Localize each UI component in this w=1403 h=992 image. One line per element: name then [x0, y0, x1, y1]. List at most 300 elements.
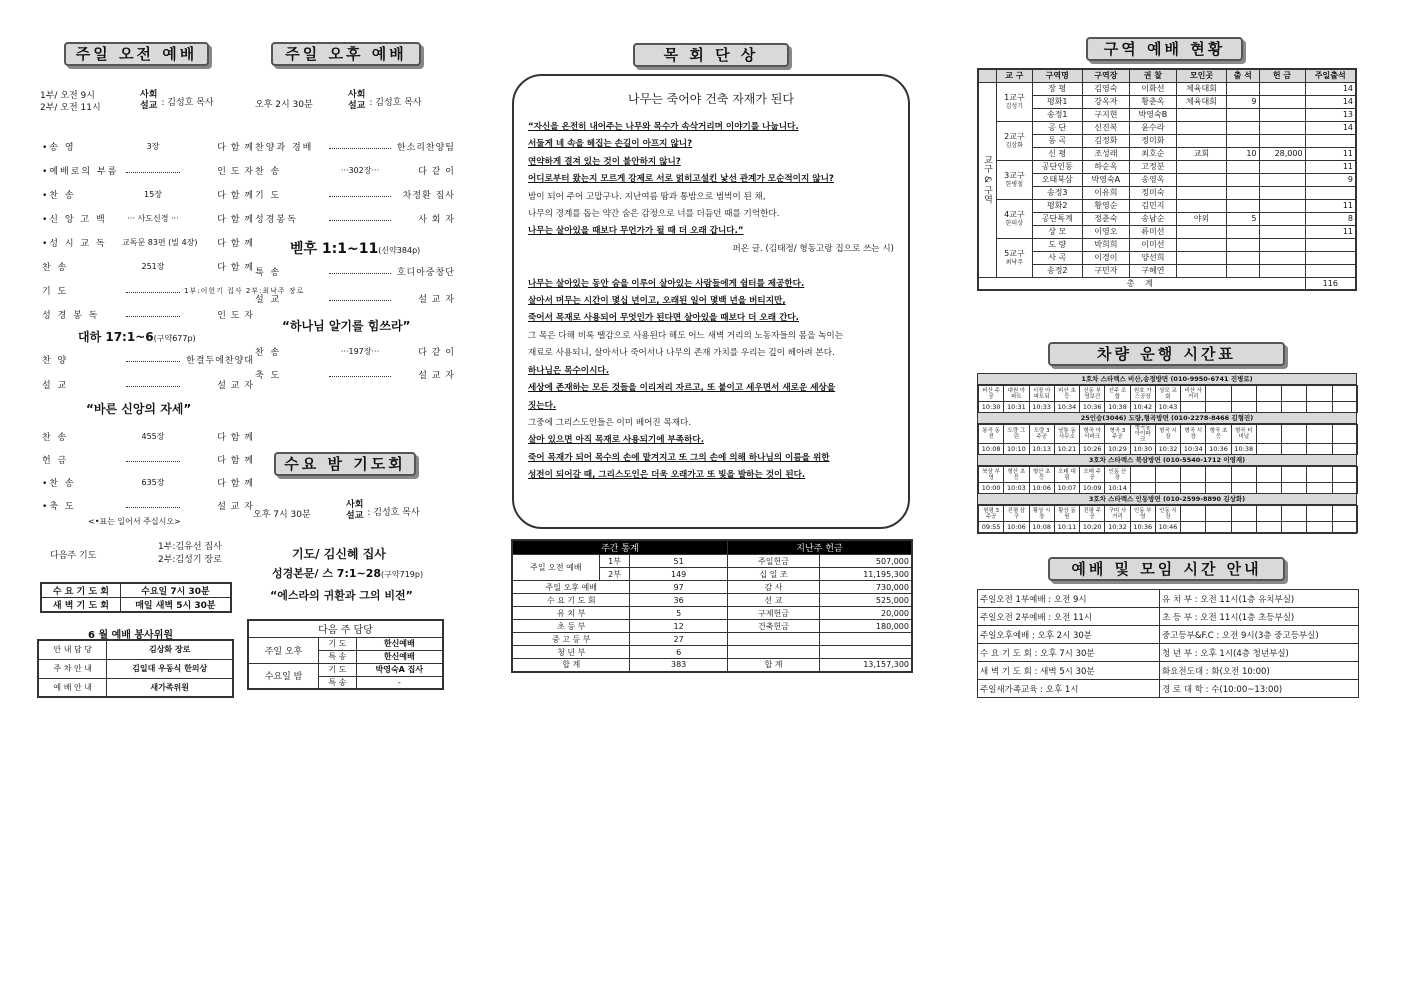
- cell-value: 도 량: [1032, 238, 1082, 251]
- cell-row: [978, 238, 1356, 251]
- order-item: [42, 260, 254, 273]
- total-label: 총 계: [978, 277, 1305, 290]
- order-label: 헌 금: [42, 456, 69, 466]
- cell-value: [1305, 134, 1356, 147]
- bus-stop: [1256, 506, 1281, 522]
- column-line: 재료로 사용되니, 살아서나 죽어서나 나무의 존재 가치를 우리는 깊이 헤아려 본다.: [528, 348, 835, 359]
- cell-value: 체육대회: [1176, 82, 1226, 95]
- cell-value: 신진복: [1082, 121, 1129, 134]
- wednesday-scripture-page: (구약719p): [381, 570, 424, 579]
- order-label: •찬 송: [42, 479, 76, 489]
- bus-stop: 형곡 터미널: [1231, 425, 1256, 444]
- group-leader: 김상화: [1005, 141, 1024, 149]
- group-name: [997, 121, 1033, 160]
- offering-value: 180,000: [820, 620, 912, 633]
- bus-stop: [1332, 425, 1357, 444]
- cell-value: 동 곡: [1032, 134, 1082, 147]
- cell-value: 김정화: [1082, 134, 1129, 147]
- bus-stops: [979, 425, 1358, 444]
- next-prayer-label: 다음주 기도: [50, 550, 97, 561]
- cell-value: 평화1: [1032, 95, 1082, 108]
- side-header: [978, 69, 997, 82]
- column-line: 나무는 살아있는 동안 숨을 이루어 살아있는 사람들에게 쉼터를 제공한다.: [528, 278, 805, 289]
- bus-time: 10:09: [1080, 483, 1105, 494]
- bus-header: 1호차 스타렉스 비산,송정방면 (010-9950-6741 진병로): [978, 374, 1356, 385]
- stats-value: 27: [630, 633, 727, 646]
- cell-value: [1227, 108, 1259, 121]
- guide-row: [978, 680, 1359, 698]
- cell-value: 황춘옥: [1129, 95, 1176, 108]
- cell-value: [1305, 264, 1356, 277]
- column-header: 출 석: [1227, 69, 1259, 82]
- bus-time: 10:34: [1054, 402, 1079, 413]
- column-line: 살아 있으면 아직 목재로 사용되기에 부족하다.: [528, 435, 704, 446]
- bus-stop: [1307, 386, 1332, 402]
- cell-value: [1176, 134, 1226, 147]
- cell-value: 5: [1227, 212, 1259, 225]
- bus-time: [1332, 402, 1357, 413]
- cell-value: [1176, 173, 1226, 186]
- next-week-role: 특 송: [319, 676, 357, 689]
- cell-value: 11: [1305, 160, 1356, 173]
- afternoon-leader-name: : 김성호 목사: [369, 97, 422, 108]
- column-line: 죽어 목재가 되어 목수의 손에 맡겨지고 또 그의 손에 의해 하나님의 이름을 위한: [528, 452, 830, 463]
- column-line: 연약하게 결져 있는 것이 불안하지 않니?: [528, 156, 681, 167]
- stats-value: 383: [630, 659, 727, 672]
- order-mid: [122, 455, 184, 464]
- order-right: 1부:이헌기 집사 2부:최낙주 장로: [184, 286, 305, 295]
- bus-stop: [1256, 425, 1281, 444]
- bus-time: [1332, 444, 1357, 455]
- guide-row: [978, 626, 1359, 644]
- stats-row: [512, 594, 912, 607]
- column-line: 세상에 존재하는 모든 것들을 이리저리 자르고, 또 붙이고 세우면서 새로운 세상을: [528, 383, 836, 394]
- order-right: 다 함 께: [217, 479, 254, 489]
- bus-stop: [1206, 467, 1231, 483]
- order-item: [255, 212, 455, 225]
- cell-row: [978, 186, 1356, 199]
- bus-time: [1332, 522, 1357, 533]
- guide-row: [978, 608, 1359, 626]
- order-label: 찬 송: [255, 348, 282, 358]
- stats-value: 6: [630, 646, 727, 659]
- order-mid: [122, 380, 184, 389]
- cell-value: 교회: [1176, 147, 1226, 160]
- group-name: [997, 160, 1033, 199]
- order-label: •신 앙 고 백: [42, 215, 107, 225]
- cell-row: [978, 95, 1356, 108]
- cell-value: 최호순: [1129, 147, 1176, 160]
- pastor-column-heading: 나무는 죽어야 건축 자재가 된다: [628, 92, 794, 106]
- cell-value: [1227, 186, 1259, 199]
- next-week-name: 박영숙A 집사: [356, 663, 443, 676]
- bus-stop: [1307, 506, 1332, 522]
- offering-value: [820, 633, 912, 646]
- group-leader: 최낙주: [1005, 258, 1024, 266]
- offering-value: 11,195,300: [820, 568, 912, 581]
- bus-stop: 비산 주공: [979, 386, 1004, 402]
- bus-stop: [1282, 467, 1307, 483]
- meeting-time: 매일 새벽 5시 30분: [120, 598, 231, 613]
- bus-times: [979, 402, 1358, 413]
- dot-leader: [126, 287, 180, 293]
- wednesday-prayer: 기도/ 김신혜 집사: [292, 547, 386, 561]
- order-item: [255, 345, 455, 358]
- cell-row: [978, 199, 1356, 212]
- cell-value: [1227, 251, 1259, 264]
- bus-time: 10:32: [1105, 522, 1130, 533]
- cell-value: [1227, 199, 1259, 212]
- bus-stop: [1332, 506, 1357, 522]
- next-week-role: 기 도: [319, 663, 357, 676]
- dot-leader: [126, 381, 180, 387]
- bus-time: [1307, 483, 1332, 494]
- bus-stop: 도량 3주공: [1029, 425, 1054, 444]
- wednesday-scripture-ref: 성경본문/ 스 7:1~28: [272, 567, 382, 580]
- bus-time: 10:46: [1155, 522, 1180, 533]
- column-line: 그 목은 다해 비록 땔감으로 사용된다 해도 어느 새벽 거리의 노동자들의 몸을 녹이는: [528, 330, 844, 341]
- cell-value: 11: [1305, 199, 1356, 212]
- cell-value: 평화2: [1032, 199, 1082, 212]
- cell-value: [1227, 264, 1259, 277]
- order-mid: [122, 501, 184, 510]
- column-header: 주일출석: [1305, 69, 1356, 82]
- bus-stop: [1282, 425, 1307, 444]
- pastor-column-body: [528, 119, 894, 485]
- order-item: [42, 430, 254, 443]
- bus-stop: [1206, 386, 1231, 402]
- bus-schedule-title: 차량 운행 시간표: [1048, 342, 1285, 366]
- column-line: 하나님은 목수이시다.: [528, 365, 609, 376]
- bus-time: 10:42: [1130, 402, 1155, 413]
- order-item: [42, 188, 254, 201]
- column-header: 권 찰: [1129, 69, 1176, 82]
- cell-value: 김민지: [1129, 199, 1176, 212]
- bus-time: [1181, 522, 1206, 533]
- bus-stop: 북삼 부영: [979, 467, 1004, 483]
- volunteer-name: 김일대 우동식 한의상: [107, 659, 233, 678]
- bus-stop: 신동 부영보건: [1080, 386, 1105, 402]
- guide-left: 주일오전 1부예배 : 오전 9시: [978, 590, 1160, 608]
- cell-value: 상 모: [1032, 225, 1082, 238]
- column-header: 교 구: [997, 69, 1033, 82]
- cell-value: [1227, 225, 1259, 238]
- order-right: 인 도 자: [217, 167, 254, 177]
- next-week-row: [248, 663, 443, 676]
- bus-header: 3호차 스타렉스 인동방면 (010-2599-8890 김상화): [978, 494, 1356, 505]
- cell-value: 송정3: [1032, 186, 1082, 199]
- bus-time: [1256, 402, 1281, 413]
- cell-value: [1176, 199, 1226, 212]
- offering-value: 13,157,300: [820, 659, 912, 672]
- afternoon-worship-title: 주일 오후 예배: [271, 42, 421, 66]
- cell-row: [978, 82, 1356, 95]
- volunteer-row: [38, 678, 233, 697]
- stats-row: [512, 646, 912, 659]
- guide-left: 수 요 기 도 회 : 오후 7시 30분: [978, 644, 1160, 662]
- next-week-service: 수요일 밤: [248, 663, 319, 689]
- group-title: 4교구: [1004, 209, 1025, 219]
- guide-row: [978, 590, 1359, 608]
- order-right: 다 같 이: [418, 167, 455, 177]
- order-label: 설 교: [42, 381, 69, 391]
- stats-name: 청 년 부: [512, 646, 630, 659]
- volunteer-role: 안 내 담 당: [38, 640, 107, 659]
- total-row: [978, 277, 1356, 290]
- stats-value: 5: [630, 607, 727, 620]
- next-prayer-1: 1부:김유선 집사: [158, 542, 222, 552]
- wednesday-leader-name: : 김성호 목사: [367, 507, 420, 518]
- cell-value: 강옥자: [1082, 95, 1129, 108]
- order-right: 사 회 자: [418, 215, 455, 225]
- bus-time: 10:08: [979, 444, 1004, 455]
- dot-leader: [329, 268, 391, 274]
- order-item: [255, 292, 455, 305]
- bus-time: [1307, 402, 1332, 413]
- bus-stop: [1155, 467, 1180, 483]
- bus-time: 10:31: [1004, 402, 1029, 413]
- stats-name: 중 고 등 부: [512, 633, 630, 646]
- bus-header: 25인승(3046) 도량,형곡방면 (010-2278-8466 김형진): [978, 413, 1356, 424]
- cell-value: 13: [1305, 108, 1356, 121]
- bus-time: [1307, 522, 1332, 533]
- stats-value: 97: [630, 581, 727, 594]
- cell-value: [1259, 82, 1305, 95]
- order-mid: [325, 190, 395, 199]
- order-item: [42, 284, 305, 297]
- cell-value: 공단인동: [1032, 160, 1082, 173]
- bus-stop: [1332, 467, 1357, 483]
- cell-value: [1227, 238, 1259, 251]
- bus-time: 10:38: [1105, 402, 1130, 413]
- bus-time: [1155, 483, 1180, 494]
- cell-value: [1259, 108, 1305, 121]
- cell-value: 14: [1305, 95, 1356, 108]
- cell-value: [1176, 121, 1226, 134]
- bus-stop: [1181, 467, 1206, 483]
- bus-time: 10:14: [1105, 483, 1130, 494]
- cell-value: 이유희: [1082, 186, 1129, 199]
- bus-time: 10:30: [979, 402, 1004, 413]
- group-leader: 한의상: [1005, 219, 1024, 227]
- bus-time: [1181, 402, 1206, 413]
- next-week-table: [247, 619, 444, 690]
- wednesday-scripture: [272, 565, 423, 581]
- dot-leader: [329, 371, 391, 377]
- bus-time: 10:20: [1080, 522, 1105, 533]
- bus-time: 10:36: [1206, 444, 1231, 455]
- bus-times: [979, 483, 1358, 494]
- cell-value: [1259, 212, 1305, 225]
- cell-value: 체육대회: [1176, 95, 1226, 108]
- cell-value: 정미숙: [1129, 186, 1176, 199]
- offering-name: 감 사: [727, 581, 819, 594]
- order-item: [255, 188, 455, 201]
- order-item: [42, 140, 254, 153]
- cell-row: [978, 134, 1356, 147]
- next-week-role: 기 도: [319, 637, 357, 650]
- order-right: 설 교 자: [418, 295, 455, 305]
- order-mid: 3장: [146, 142, 160, 151]
- dot-leader: [126, 502, 180, 508]
- morning-leader-name: : 김성호 목사: [161, 97, 214, 108]
- weekly-stats-table: [511, 539, 913, 673]
- bus-time: 10:36: [1130, 522, 1155, 533]
- bus-stop: 형곡 아이파크: [1080, 425, 1105, 444]
- order-right: 다 함 께: [217, 239, 254, 249]
- order-item: [255, 265, 455, 278]
- volunteer-row: [38, 640, 233, 659]
- bus-stop: [1307, 467, 1332, 483]
- dot-leader: [126, 456, 180, 462]
- cell-value: 사 곡: [1032, 251, 1082, 264]
- bus-time: 10:03: [1004, 483, 1029, 494]
- cell-value: 공 단: [1032, 121, 1082, 134]
- wednesday-sermon: “에스라의 귀환과 그의 비전”: [270, 589, 413, 602]
- bus-time: [1231, 402, 1256, 413]
- order-mid: [325, 267, 395, 276]
- order-label: 찬양과 경배: [255, 143, 314, 153]
- wednesday-time: 오후 7시 30분: [253, 510, 311, 520]
- order-item: [42, 378, 254, 391]
- order-item: [42, 308, 254, 321]
- order-item: [42, 164, 254, 177]
- column-line: 어디로부터 왔는지 모르게 강제로 서로 얽히고설킨 낯선 관계가 모순적이지 않니?: [528, 174, 834, 185]
- cell-value: 9: [1305, 173, 1356, 186]
- cell-value: 10: [1227, 147, 1259, 160]
- order-label: 찬 송: [42, 433, 69, 443]
- cell-value: 윤수라: [1129, 121, 1176, 134]
- order-item: [42, 353, 254, 366]
- bus-stops: [979, 506, 1358, 522]
- stats-row: [512, 555, 912, 568]
- bus-table: [978, 505, 1358, 533]
- order-right: 인 도 자: [217, 311, 254, 321]
- order-label: 기 도: [42, 287, 69, 297]
- afternoon-leader: [348, 90, 422, 112]
- order-mid: [122, 166, 184, 175]
- volunteer-name: 김상화 장로: [107, 640, 233, 659]
- cell-value: 이경이: [1082, 251, 1129, 264]
- cell-row: [978, 108, 1356, 121]
- cell-value: [1227, 173, 1259, 186]
- morning-time: [40, 90, 101, 114]
- cell-value: 8: [1305, 212, 1356, 225]
- cell-value: [1259, 121, 1305, 134]
- offering-name: 십 일 조: [727, 568, 819, 581]
- cell-value: [1259, 186, 1305, 199]
- bus-time: 10:43: [1155, 402, 1180, 413]
- cell-value: 고정분: [1129, 160, 1176, 173]
- wednesday-role: 사회 설교: [346, 500, 364, 521]
- cell-value: [1305, 238, 1356, 251]
- bus-schedule: [977, 373, 1357, 534]
- order-right: 한소리찬양팀: [396, 143, 455, 153]
- next-week-role: 특 송: [319, 650, 357, 663]
- group-title: 1교구: [1004, 92, 1025, 102]
- bus-stop: 형곡 초등: [1206, 425, 1231, 444]
- bus-time: 10:30: [1130, 444, 1155, 455]
- next-week-title: 다음 주 담당: [248, 620, 443, 637]
- guide-right: 경 로 대 학 : 수(10:00~13:00): [1160, 680, 1359, 698]
- order-label: 설 교: [255, 295, 282, 305]
- stats-name: 유 치 부: [512, 607, 630, 620]
- cell-value: 황영순: [1082, 199, 1129, 212]
- bus-time: [1231, 522, 1256, 533]
- meeting-row: [41, 598, 231, 613]
- cell-value: [1227, 134, 1259, 147]
- bus-time: 10:08: [1029, 522, 1054, 533]
- volunteer-name: 새가족위원: [107, 678, 233, 697]
- column-line: 살아서 머무는 시간이 몇십 년이고, 오래된 일어 몇백 년을 버티지만,: [528, 296, 786, 307]
- stats-name: 주일 오후 예배: [512, 581, 630, 594]
- cell-value: 박영숙B: [1129, 108, 1176, 121]
- guide-left: 새 벽 기 도 회 : 새벽 5시 30분: [978, 662, 1160, 680]
- next-week-row: [248, 637, 443, 650]
- bus-stop: 형곡 시장: [1155, 425, 1180, 444]
- bus-stop: [1332, 386, 1357, 402]
- bus-stop: [1256, 386, 1281, 402]
- order-mid: [325, 294, 395, 303]
- pastor-column-box: [512, 74, 910, 529]
- order-label: 특 송: [255, 268, 282, 278]
- cell-value: 28,000: [1259, 147, 1305, 160]
- cell-value: 이화선: [1129, 82, 1176, 95]
- order-label: •송 영: [42, 143, 76, 153]
- cell-value: 구민자: [1082, 264, 1129, 277]
- offering-value: [820, 646, 912, 659]
- bus-stop: 비산 사거리: [1181, 386, 1206, 402]
- bus-time: [1130, 483, 1155, 494]
- offering-name: [727, 646, 819, 659]
- order-mid: ···302장···: [340, 166, 380, 175]
- column-header: 모인곳: [1176, 69, 1226, 82]
- bus-stop: 도량 그린: [1004, 425, 1029, 444]
- order-mid: 635장: [141, 478, 165, 487]
- morning-time-2: 2부/ 오전 11시: [40, 103, 101, 113]
- cell-value: 장 평: [1032, 82, 1082, 95]
- cell-value: [1227, 82, 1259, 95]
- bus-times: [979, 444, 1358, 455]
- group-leader: 한병철: [1005, 180, 1024, 188]
- cell-value: 조성래: [1082, 147, 1129, 160]
- bus-stop: 원평 3주공: [979, 506, 1004, 522]
- cell-row: [978, 147, 1356, 160]
- stats-row: [512, 581, 912, 594]
- morning-time-1: 1부/ 오전 9시: [40, 91, 95, 101]
- bus-stop: 형산 초등: [1004, 467, 1029, 483]
- bus-stop: 선주 조합: [1105, 386, 1130, 402]
- morning-scripture: [78, 328, 196, 345]
- order-mid: 15장: [144, 190, 162, 199]
- cell-row: [978, 251, 1356, 264]
- bus-time: [1206, 402, 1231, 413]
- cell-value: 하순옥: [1082, 160, 1129, 173]
- cell-row: [978, 160, 1356, 173]
- order-right: 설 교 자: [217, 502, 254, 512]
- group-name: [997, 82, 1033, 121]
- cell-value: 송영옥: [1129, 173, 1176, 186]
- bus-time: [1256, 444, 1281, 455]
- bus-table: [978, 466, 1358, 494]
- group-title: 2교구: [1004, 131, 1025, 141]
- order-mid: [122, 286, 184, 295]
- column-line: 짓는다.: [528, 400, 557, 411]
- column-header: 구역장: [1082, 69, 1129, 82]
- order-right: 차정환 집사: [402, 191, 455, 201]
- order-label: •성 시 교 독: [42, 239, 107, 249]
- bus-stops: [979, 467, 1358, 483]
